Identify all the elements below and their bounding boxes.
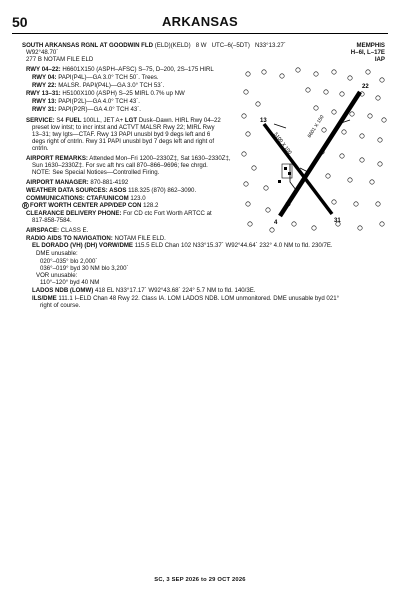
airport-distance: 8 W <box>195 42 207 49</box>
airport-elevation-line: 277 B NOTAM FILE ELD <box>26 56 94 63</box>
airport-ident: (ELD)(KELD) <box>154 42 191 49</box>
chart-ref: IAP <box>374 56 385 63</box>
radio-aids <box>26 235 166 242</box>
runway-31-label: RWY 31: <box>32 106 57 113</box>
ndb-line <box>32 287 256 294</box>
manager-label: AIRPORT MANAGER: <box>26 179 89 186</box>
page-number: 50 <box>12 14 28 30</box>
rwy-end-31: 31 <box>334 218 341 224</box>
clearance-phone: 817-858-7584. <box>32 217 72 224</box>
communications <box>26 195 146 202</box>
rwy-13-31-dimension: 5100 X 100 <box>272 131 293 156</box>
vor-line-3: 036°–019° byd 30 NM blo 3,200´ <box>40 265 129 272</box>
runway-31-text: PAPI(P2R)—GA 4.0° TCH 43´. <box>56 106 142 113</box>
service-line-4: cntrln. <box>32 145 49 152</box>
tree-symbols <box>242 68 386 232</box>
service-line-1: preset low intst; to incr intst and ACTVT MALSR Rwy 22; MIRL Rwy <box>32 124 215 131</box>
ndb-label: LADOS NDB (LOMW) <box>32 287 94 294</box>
clearance-delivery <box>26 210 212 217</box>
runway-13-label: RWY 13: <box>32 98 57 105</box>
radio-aids-label: RADIO AIDS TO NAVIGATION: <box>26 235 113 242</box>
service-s4: S4 <box>54 117 66 124</box>
ndb-text: 418 EL N33°17.17´ W92°43.68´ 224° 5.7 NM to fld. 140/3E. <box>93 287 256 294</box>
ctaf-frequency: 123.0 <box>128 195 146 202</box>
fuel-label: FUEL <box>65 117 82 124</box>
approach-control <box>30 202 158 209</box>
service-line <box>26 117 221 124</box>
state-title: ARKANSAS <box>161 14 239 29</box>
runway-22-text: MALSR. PAPI(P4L)—GA 3.0° TCH 53´. <box>56 82 165 89</box>
vor-label: EL DORADO (VH) (DH) VORW/DME <box>32 242 133 249</box>
fuel-text: 100LL, JET A+ <box>81 117 125 124</box>
rwy-end-4: 4 <box>274 220 278 226</box>
runway-22 <box>32 82 164 89</box>
airport-manager <box>26 179 128 186</box>
runway-13 <box>32 98 140 105</box>
remarks-line-1: Sun 1630–2330Z‡. For svc aft hrs call 870–866–9696; fee chrgd. <box>32 162 208 169</box>
header-rule <box>12 33 388 34</box>
airspace <box>26 227 88 234</box>
vor-line <box>32 242 333 249</box>
airport-utc: UTC–6(–5DT) <box>211 42 250 49</box>
vor-line-2: 020°–035° blo 2,000´ <box>40 258 98 265</box>
airport-latitude: N33°13.27´ <box>255 42 286 49</box>
app-dep-label: FORT WORTH CENTER APP/DEP CON <box>30 202 142 209</box>
rwy-04-22-dimension: 6601 X 150 <box>306 114 326 140</box>
airport-remarks <box>26 155 231 162</box>
chart-codes: H–6I, L–17E <box>350 49 385 56</box>
airport-longitude: W92°48.70´ <box>26 49 59 56</box>
manager-phone: 870-881-4192 <box>88 179 129 186</box>
svg-text:R: R <box>23 203 28 209</box>
radar-symbol-icon <box>22 202 29 209</box>
airport-title-line <box>22 42 286 49</box>
remarks-line-2: NOTE: See Special Notices—Controlled Firing. <box>32 169 160 176</box>
chart-city: MEMPHIS <box>356 42 385 49</box>
service-line-3: degs right of cntrln. Rwy 31 PAPI unusbl byd 7 degs left and right of <box>32 138 215 145</box>
ils-label: ILS/DME <box>32 295 57 302</box>
vor-line-5: 110°–120° byd 40 NM <box>40 279 100 286</box>
clearance-value: For CD ctc Fort Worth ARTCC at <box>121 210 212 217</box>
ils-line-2: right of course. <box>40 302 81 309</box>
airspace-label: AIRSPACE: <box>26 227 60 234</box>
weather-label: WEATHER DATA SOURCES: <box>26 187 108 194</box>
runway-04-text: PAPI(P4L)—GA 3.0° TCH 50´. Trees. <box>56 74 159 81</box>
airport-name: SOUTH ARKANSAS RGNL AT GOODWIN FLD <box>22 42 154 49</box>
remarks-first: Attended Mon–Fri 1200–2330Z‡, Sat 1630–2330Z‡, <box>87 155 231 162</box>
airspace-value: CLASS E. <box>59 227 89 234</box>
remarks-label: AIRPORT REMARKS: <box>26 155 88 162</box>
clearance-label: CLEARANCE DELIVERY PHONE: <box>26 210 122 217</box>
vor-line-4: VOR unusable: <box>36 272 78 279</box>
runway-13-31-label: RWY 13–31: <box>26 90 61 97</box>
runway-04-22 <box>26 66 214 73</box>
radio-aids-value: NOTAM FILE ELD. <box>112 235 166 242</box>
weather-data <box>26 187 196 194</box>
weather-value: 118.325 (870) 862–3090. <box>126 187 197 194</box>
ils-line <box>32 295 339 302</box>
runway-04 <box>32 74 159 81</box>
runway-13-31-text: H5100X100 (ASPH) S–25 MIRL 0.7% up NW <box>60 90 185 97</box>
runway-13-31 <box>26 90 185 97</box>
rwy-end-13: 13 <box>260 118 267 124</box>
app-dep-frequency: 128.2 <box>141 202 159 209</box>
runway-04-label: RWY 04: <box>32 74 57 81</box>
ils-text: 111.1 I–ELD Chan 48 Rwy 22. Class IA. LOM LADOS NDB. LOM unmonitored. DME unusable byd 021° <box>56 295 340 302</box>
runway-31 <box>32 106 141 113</box>
runway-04-22-label: RWY 04–22: <box>26 66 61 73</box>
runway-04-22-text: H6601X150 (ASPH–AFSC) S–75, D–200, 2S–175 HIRL <box>60 66 214 73</box>
service-line-2: 13–31; twy lgts—CTAF. Rwy 13 PAPI unusbl byd 9 degs left and 6 <box>32 131 211 138</box>
service-label: SERVICE: <box>26 117 55 124</box>
rwy-end-22: 22 <box>362 84 369 90</box>
runway-22-label: RWY 22: <box>32 82 57 89</box>
lgt-text: Dusk–Dawn. HIRL Rwy 04–22 <box>137 117 221 124</box>
lgt-label: LGT <box>124 117 138 124</box>
communications-label: COMMUNICATIONS: CTAF/UNICOM <box>26 195 129 202</box>
airport-diagram <box>238 64 388 238</box>
runway-13-text: PAPI(P2L)—GA 4.0° TCH 43´. <box>56 98 140 105</box>
vor-text: 115.5 ELD Chan 102 N33°15.37´ W92°44.64´ 232° 4.0 NM to fld. 230/7E. <box>133 242 333 249</box>
asos-label: ASOS <box>107 187 127 194</box>
footer-effective-dates: SC, 3 SEP 2026 to 29 OCT 2026 <box>154 577 246 583</box>
vor-line-1: DME unusable: <box>36 250 78 257</box>
